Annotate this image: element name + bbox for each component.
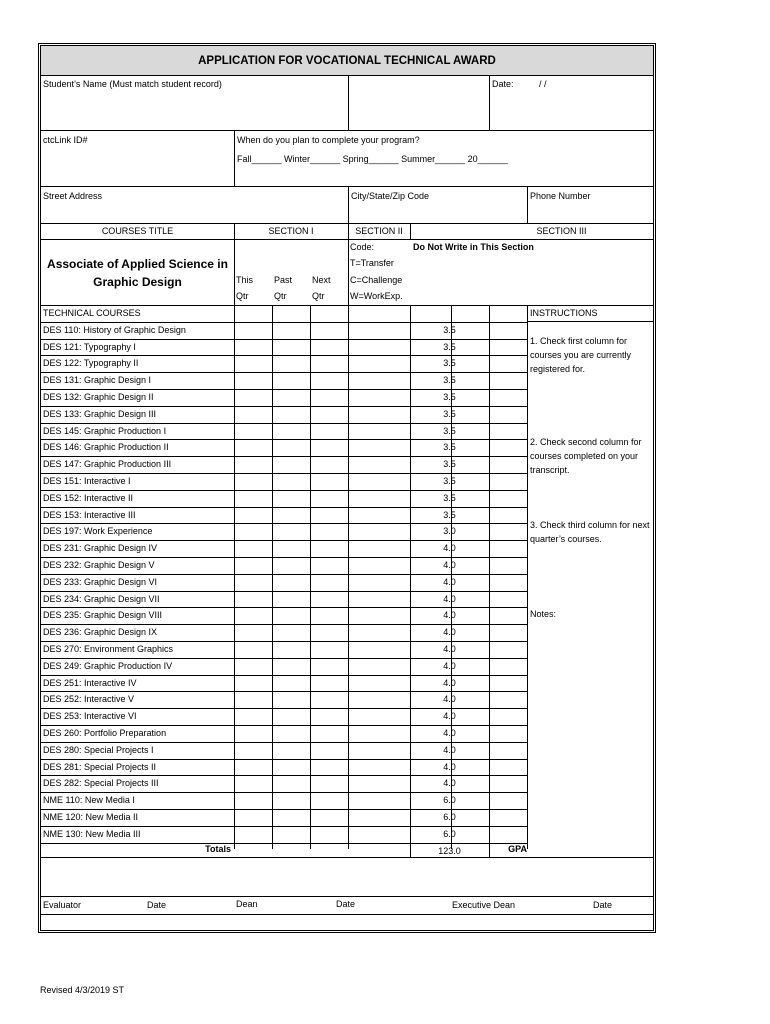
past-qtr-cell[interactable]: [273, 743, 310, 758]
course-credits: 4.0: [443, 610, 456, 620]
course-name: DES 249: Graphic Production IV: [43, 661, 173, 671]
course-credits: 4.0: [443, 778, 456, 788]
course-name: DES 253: Interactive VI: [43, 711, 137, 721]
course-name: DES 131: Graphic Design I: [43, 375, 152, 385]
this-qtr-cell[interactable]: [235, 793, 272, 808]
past-qtr-cell[interactable]: [273, 575, 310, 590]
this-qtr-cell[interactable]: [235, 592, 272, 607]
this-qtr-cell[interactable]: [235, 776, 272, 791]
next-qtr-cell[interactable]: [311, 356, 348, 371]
evaluator-date-label: Date: [147, 900, 167, 910]
this-qtr-cell[interactable]: [235, 323, 272, 338]
this-qtr-cell[interactable]: [235, 356, 272, 371]
course-credits: 4.0: [443, 762, 456, 772]
course-credits: 4.0: [443, 543, 456, 553]
next-qtr-cell[interactable]: [311, 827, 348, 842]
instruction-1: 1. Check first column for courses you are currently registered for.: [530, 336, 632, 374]
course-name: DES 110: History of Graphic Design: [43, 325, 186, 335]
degree-title: Associate of Applied Science in Graphic Design: [47, 257, 228, 289]
course-name: DES 236: Graphic Design IX: [43, 627, 158, 637]
quarters-line: Fall______ Winter______ Spring______ Summer______ 20______: [237, 154, 508, 164]
next-qtr-cell[interactable]: [311, 726, 348, 741]
this-qtr-cell[interactable]: [235, 709, 272, 724]
course-credits: 3.5: [443, 375, 456, 385]
this-qtr-cell[interactable]: [235, 373, 272, 388]
next-qtr-cell[interactable]: [311, 323, 348, 338]
code-line: T=Transfer: [350, 258, 394, 268]
next-qtr-cell[interactable]: [311, 491, 348, 506]
past-qtr-cell[interactable]: [273, 676, 310, 691]
past-qtr-cell[interactable]: [273, 356, 310, 371]
dean-label: Dean: [236, 899, 258, 909]
course-credits: 3.5: [443, 392, 456, 402]
course-credits: 4.0: [443, 745, 456, 755]
this-qtr-cell[interactable]: [235, 407, 272, 422]
course-name: DES 147: Graphic Production III: [43, 459, 172, 469]
next-qtr-cell[interactable]: [311, 457, 348, 472]
course-name: DES 234: Graphic Design VII: [43, 594, 160, 604]
past-qtr-cell[interactable]: [273, 508, 310, 523]
next-qtr-cell[interactable]: [311, 776, 348, 791]
course-credits: 3.5: [443, 476, 456, 486]
next-qtr-cell[interactable]: [311, 608, 348, 623]
course-credits: 3.5: [443, 409, 456, 419]
next-qtr-cell[interactable]: [311, 810, 348, 825]
street-address-label: Street Address: [43, 191, 103, 201]
course-name: DES 252: Interactive V: [43, 694, 135, 704]
past-qtr-cell[interactable]: [273, 323, 310, 338]
col-this-label: This: [236, 275, 254, 285]
date-slashes: / /: [539, 79, 547, 89]
next-qtr-cell[interactable]: [311, 709, 348, 724]
this-qtr-cell[interactable]: [235, 659, 272, 674]
this-qtr-cell[interactable]: [235, 743, 272, 758]
next-qtr-cell[interactable]: [311, 558, 348, 573]
this-qtr-cell[interactable]: [235, 424, 272, 439]
city-state-zip-label: City/State/Zip Code: [351, 191, 430, 201]
past-qtr-cell[interactable]: [273, 491, 310, 506]
courses-title-header: COURSES TITLE: [101, 226, 174, 236]
this-qtr-cell[interactable]: [235, 541, 272, 556]
course-name: DES 153: Interactive III: [43, 510, 136, 520]
executive-dean-date-label: Date: [593, 900, 613, 910]
next-qtr-cell[interactable]: [311, 793, 348, 808]
this-qtr-cell[interactable]: [235, 440, 272, 455]
course-credits: 3.5: [443, 510, 456, 520]
this-qtr-cell[interactable]: [235, 558, 272, 573]
code-line: Code:: [350, 242, 375, 252]
course-name: DES 145: Graphic Production I: [43, 426, 167, 436]
this-qtr-cell[interactable]: [235, 524, 272, 539]
course-name: DES 235: Graphic Design VIII: [43, 610, 163, 620]
course-credits: 3.0: [443, 526, 456, 536]
form-title: APPLICATION FOR VOCATIONAL TECHNICAL AWARD: [198, 55, 496, 67]
course-credits: 4.0: [443, 644, 456, 654]
total-credits: 123.0: [438, 846, 461, 856]
course-name: DES 151: Interactive I: [43, 476, 131, 486]
this-qtr-cell[interactable]: [235, 608, 272, 623]
course-name: DES 146: Graphic Production II: [43, 442, 169, 452]
this-qtr-cell[interactable]: [235, 760, 272, 775]
past-qtr-cell[interactable]: [273, 541, 310, 556]
next-qtr-cell[interactable]: [311, 676, 348, 691]
course-name: DES 281: Special Projects II: [43, 762, 157, 772]
technical-courses-label: TECHNICAL COURSES: [43, 308, 141, 318]
next-qtr-cell[interactable]: [311, 373, 348, 388]
this-qtr-cell[interactable]: [235, 692, 272, 707]
next-qtr-cell[interactable]: [311, 407, 348, 422]
phone-number-label: Phone Number: [530, 191, 591, 201]
course-name: DES 251: Interactive IV: [43, 678, 137, 688]
this-qtr-cell[interactable]: [235, 457, 272, 472]
next-qtr-cell[interactable]: [311, 625, 348, 640]
course-name: DES 133: Graphic Design III: [43, 409, 157, 419]
course-name: NME 120: New Media II: [43, 812, 139, 822]
past-qtr-cell[interactable]: [273, 592, 310, 607]
code-line: W=WorkExp.: [350, 291, 403, 301]
past-qtr-cell[interactable]: [273, 407, 310, 422]
this-qtr-cell[interactable]: [235, 474, 272, 489]
past-qtr-cell[interactable]: [273, 659, 310, 674]
next-qtr-cell[interactable]: [311, 642, 348, 657]
evaluator-label: Evaluator: [43, 900, 82, 910]
section-2-header: SECTION II: [355, 226, 403, 236]
past-qtr-cell[interactable]: [273, 793, 310, 808]
past-qtr-cell[interactable]: [273, 440, 310, 455]
course-name: DES 270: Environment Graphics: [43, 644, 174, 654]
course-credits: 6.0: [443, 812, 456, 822]
this-qtr-cell[interactable]: [235, 676, 272, 691]
this-qtr-cell[interactable]: [235, 625, 272, 640]
past-qtr-cell[interactable]: [273, 474, 310, 489]
course-credits: 4.0: [443, 594, 456, 604]
notes-label: Notes:: [530, 609, 557, 619]
course-credits: 3.5: [443, 342, 456, 352]
course-name: DES 122: Typography II: [43, 358, 139, 368]
col-qtr-label: Qtr: [312, 291, 325, 301]
next-qtr-cell[interactable]: [311, 424, 348, 439]
this-qtr-cell[interactable]: [235, 642, 272, 657]
instruction-2: 2. Check second column for courses completed on your transcript.: [530, 437, 642, 475]
past-qtr-cell[interactable]: [273, 558, 310, 573]
past-qtr-cell[interactable]: [273, 776, 310, 791]
course-credits: 4.0: [443, 711, 456, 721]
past-qtr-cell[interactable]: [273, 642, 310, 657]
past-qtr-cell[interactable]: [273, 340, 310, 355]
past-qtr-cell[interactable]: [273, 625, 310, 640]
course-name: DES 260: Portfolio Preparation: [43, 728, 167, 738]
course-credits: 4.0: [443, 728, 456, 738]
course-name: NME 110: New Media I: [43, 795, 135, 805]
past-qtr-cell[interactable]: [273, 457, 310, 472]
this-qtr-cell[interactable]: [235, 810, 272, 825]
code-line: C=Challenge: [350, 275, 403, 285]
next-qtr-cell[interactable]: [311, 474, 348, 489]
next-qtr-cell[interactable]: [311, 760, 348, 775]
past-qtr-cell[interactable]: [273, 373, 310, 388]
instructions-label: INSTRUCTIONS: [530, 308, 598, 318]
totals-label: Totals: [205, 844, 231, 854]
next-qtr-cell[interactable]: [311, 659, 348, 674]
this-qtr-cell[interactable]: [235, 726, 272, 741]
course-name: DES 152: Interactive II: [43, 493, 134, 503]
course-name: DES 282: Special Projects III: [43, 778, 159, 788]
past-qtr-cell[interactable]: [273, 524, 310, 539]
course-credits: 3.5: [443, 358, 456, 368]
course-credits: 4.0: [443, 627, 456, 637]
course-credits: 3.5: [443, 325, 456, 335]
course-credits: 4.0: [443, 661, 456, 671]
executive-dean-label: Executive Dean: [452, 900, 516, 910]
course-credits: 4.0: [443, 694, 456, 704]
section-3-header: SECTION III: [536, 226, 587, 236]
course-credits: 4.0: [443, 560, 456, 570]
next-qtr-cell[interactable]: [311, 592, 348, 607]
past-qtr-cell[interactable]: [273, 827, 310, 842]
next-qtr-cell[interactable]: [311, 541, 348, 556]
course-credits: 6.0: [443, 829, 456, 839]
gpa-label: GPA: [508, 844, 527, 854]
course-name: NME 130: New Media III: [43, 829, 141, 839]
next-qtr-cell[interactable]: [311, 390, 348, 405]
next-qtr-cell[interactable]: [311, 340, 348, 355]
this-qtr-cell[interactable]: [235, 491, 272, 506]
col-qtr-label: Qtr: [236, 291, 249, 301]
date-label: Date:: [492, 79, 514, 89]
ctclink-label: ctcLink ID#: [43, 135, 88, 145]
do-not-write-label: Do Not Write in This Section: [413, 242, 534, 252]
past-qtr-cell[interactable]: [273, 608, 310, 623]
completion-question: When do you plan to complete your program?: [237, 135, 420, 145]
dean-date-label: Date: [336, 899, 356, 909]
course-name: DES 132: Graphic Design II: [43, 392, 154, 402]
instruction-3: 3. Check third column for next quarter’s courses.: [530, 520, 650, 544]
next-qtr-cell[interactable]: [311, 575, 348, 590]
col-past-label: Past: [274, 275, 293, 285]
this-qtr-cell[interactable]: [235, 827, 272, 842]
this-qtr-cell[interactable]: [235, 575, 272, 590]
student-name-label: Student’s Name (Must match student record): [43, 79, 222, 89]
this-qtr-cell[interactable]: [235, 390, 272, 405]
past-qtr-cell[interactable]: [273, 390, 310, 405]
course-name: DES 231: Graphic Design IV: [43, 543, 158, 553]
next-qtr-cell[interactable]: [311, 692, 348, 707]
course-name: DES 233: Graphic Design VI: [43, 577, 158, 587]
application-form: [40, 45, 654, 931]
course-credits: 3.5: [443, 459, 456, 469]
past-qtr-cell[interactable]: [273, 810, 310, 825]
course-credits: 3.5: [443, 493, 456, 503]
past-qtr-cell[interactable]: [273, 692, 310, 707]
past-qtr-cell[interactable]: [273, 424, 310, 439]
next-qtr-cell[interactable]: [311, 440, 348, 455]
course-name: DES 197: Work Experience: [43, 526, 153, 536]
course-credits: 3.5: [443, 426, 456, 436]
section-1-header: SECTION I: [268, 226, 314, 236]
past-qtr-cell[interactable]: [273, 726, 310, 741]
next-qtr-cell[interactable]: [311, 743, 348, 758]
course-name: DES 232: Graphic Design V: [43, 560, 155, 570]
this-qtr-cell[interactable]: [235, 508, 272, 523]
revised-note: Revised 4/3/2019 ST: [40, 985, 125, 995]
course-name: DES 121: Typography I: [43, 342, 136, 352]
course-credits: 4.0: [443, 577, 456, 587]
course-credits: 6.0: [443, 795, 456, 805]
course-credits: 3.5: [443, 442, 456, 452]
col-qtr-label: Qtr: [274, 291, 287, 301]
next-qtr-cell[interactable]: [311, 524, 348, 539]
this-qtr-cell[interactable]: [235, 340, 272, 355]
next-qtr-cell[interactable]: [311, 508, 348, 523]
past-qtr-cell[interactable]: [273, 709, 310, 724]
past-qtr-cell[interactable]: [273, 760, 310, 775]
course-name: DES 280: Special Projects I: [43, 745, 154, 755]
col-next-label: Next: [312, 275, 331, 285]
course-credits: 4.0: [443, 678, 456, 688]
